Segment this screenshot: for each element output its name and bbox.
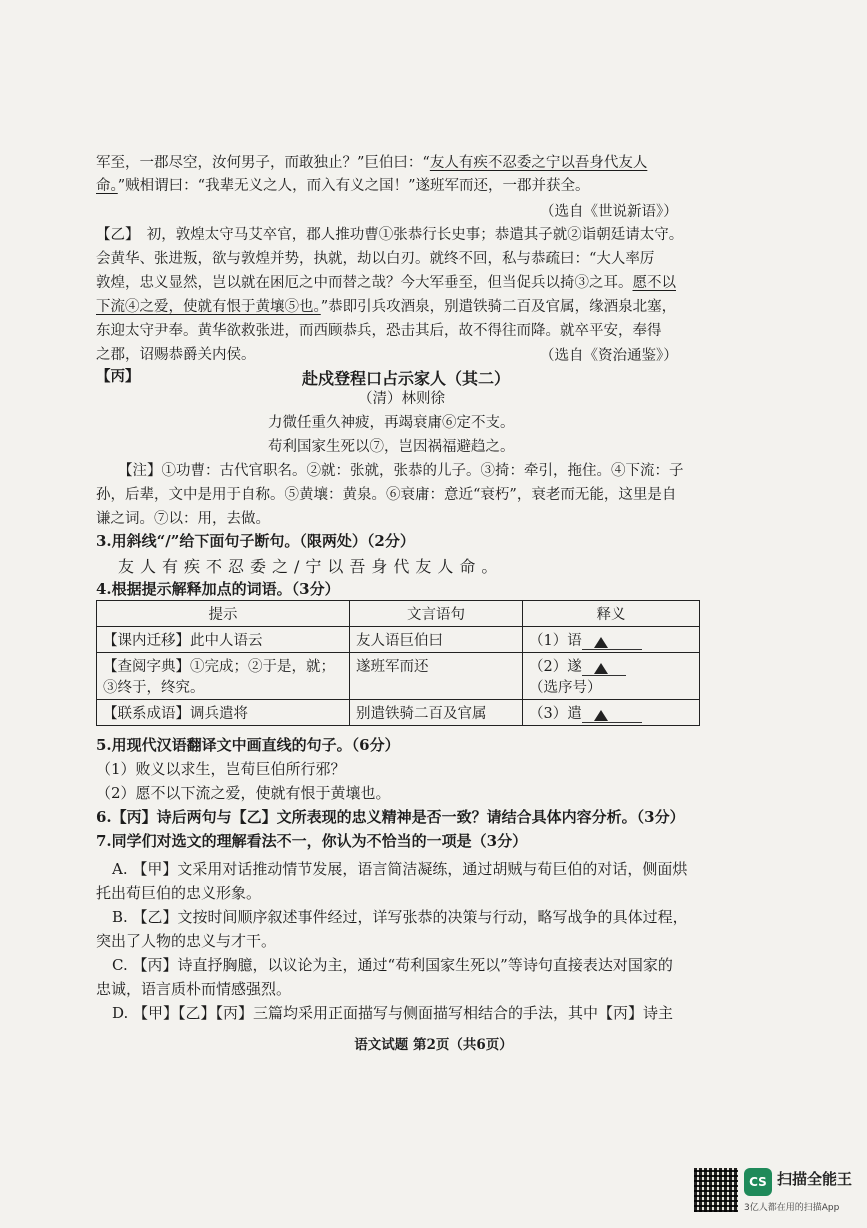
jia-line1-text: 军至，一郡尽空，汝何男子，而敢独止？”巨伯曰：“ — [96, 155, 430, 171]
question-5-item1: （1）败义以求生，岂荀巨伯所行邪？ — [96, 760, 346, 778]
poem-line2: 苟利国家生死以⑦，岂因祸福避趋之。 — [268, 439, 515, 455]
poem-title: 赴戍登程口占示家人（其二） — [302, 369, 511, 388]
question-3-sentence: 友人有疾不忍委之/宁以吾身代友人命。 — [118, 557, 504, 576]
yi-line5: 东迎太守尹奉。黄华欲救张进，而西顾恭兵，恐击其后，故不得往而降。就卒平安，奉得 — [96, 323, 662, 339]
page-footer: 语文试题 第2页（共6页） — [354, 1037, 513, 1053]
option-b-line2: 突出了人物的忠义与才干。 — [96, 932, 277, 950]
option-c-line2: 忠诚，语言质朴而情感强烈。 — [96, 980, 292, 998]
poem-line1: 力微任重久神疲，再竭衰庸⑥定不支。 — [268, 415, 515, 431]
yi-line3-text: 敦煌，忠义显然，岂以就在困厄之中而替之哉？今大军垂至，但当促兵以掎③之耳。 — [96, 275, 633, 291]
question-7: 7.同学们对选文的理解看法不一，你认为不恰当的一项是（3分） — [96, 832, 528, 850]
table-row — [97, 700, 700, 726]
triangle-icon — [594, 663, 608, 674]
yi-line3-underlined: 愿不以 — [632, 275, 676, 291]
yi-line4-text: ”恭即引兵攻酒泉，别遣铁骑二百及官属，缘酒泉北塞， — [320, 299, 677, 315]
jia-source: （选自《世说新语》） — [540, 204, 678, 220]
table-cell-meaning: （1）语 — [523, 627, 700, 653]
table-cell-sentence: 遂班军而还 — [350, 653, 523, 700]
option-c-line1: C. 【丙】诗直抒胸臆，以议论为主，通过“苟利国家生死以”等诗句直接表达对国家的 — [112, 956, 673, 974]
option-b-line1: B. 【乙】文按时间顺序叙述事件经过，详写张恭的决策与行动，略写战争的具体过程， — [112, 908, 688, 926]
option-d-line1: D. 【甲】【乙】【丙】三篇均采用正面描写与侧面描写相结合的手法，其中【丙】诗主 — [112, 1004, 674, 1022]
table-cell-hint: 【联系成语】调兵遣将 — [97, 700, 350, 726]
table-cell-hint: 【课内迁移】此中人语云 — [97, 627, 350, 653]
answer-blank[interactable] — [582, 708, 642, 723]
triangle-icon — [594, 710, 608, 721]
scanner-brand-sub: 3亿人都在用的扫描App — [744, 1203, 840, 1213]
question-3: 3.用斜线“/”给下面句子断句。（限两处）（2分） — [96, 532, 415, 550]
poem-author: （清）林则徐 — [358, 391, 445, 407]
jia-line1-underlined: 友人有疾不忍委之宁以吾身代友人 — [429, 155, 648, 171]
table-header-row — [97, 601, 700, 627]
table-cell-sentence: 别遣铁骑二百及官属 — [350, 700, 523, 726]
option-a-line1: A. 【甲】文采用对话推动情节发展，语言简洁凝练，通过胡贼与荀巨伯的对话，侧面烘 — [112, 860, 688, 878]
question-5-item2: （2）愿不以下流之爱，使就有恨于黄壤也。 — [96, 784, 391, 802]
question-6: 6.【丙】诗后两句与【乙】文所表现的忠义精神是否一致？请结合具体内容分析。（3分） — [96, 808, 685, 826]
table-row — [97, 627, 700, 653]
option-a-line2: 托出荀巨伯的忠义形象。 — [96, 884, 262, 902]
note-line3: 谦之词。⑦以：用，去做。 — [96, 511, 270, 527]
question-4: 4.根据提示解释加点的词语。（3分） — [96, 580, 340, 598]
question-4-table — [96, 600, 700, 726]
table-cell-meaning: （2）遂 （选序号） — [523, 653, 700, 700]
scanner-logo: CS — [744, 1168, 772, 1196]
yi-source: （选自《资治通鉴》） — [540, 348, 678, 364]
bing-label: 【丙】 — [96, 368, 140, 385]
table-cell-meaning: （3）遣 — [523, 700, 700, 726]
scanner-brand: 扫描全能王 — [777, 1170, 853, 1188]
question-5: 5.用现代汉语翻译文中画直线的句子。（6分） — [96, 736, 400, 754]
note-line1: 【注】①功曹：古代官职名。②就：张就，张恭的儿子。③掎：牵引，拖住。④下流：子 — [118, 463, 684, 479]
table-row — [97, 653, 700, 700]
yi-line2: 会黄华、张进叛，欲与敦煌并势，执就，劫以白刃。就终不回，私与恭疏曰：“大人率厉 — [96, 251, 655, 267]
table-header-meaning: 释义 — [523, 601, 700, 627]
yi-line4-underlined: 下流④之爱，使就有恨于黄壤⑤也。 — [96, 299, 321, 315]
qr-code-icon — [694, 1168, 738, 1212]
table-cell-hint: 【查阅字典】①完成；②于是，就；③终于，终究。 — [97, 653, 350, 700]
triangle-icon — [594, 637, 608, 648]
answer-blank[interactable] — [582, 635, 642, 650]
jia-line2-text: ”贼相谓曰：“我辈无义之人，而入有义之国！”遂班军而还，一郡并获全。 — [117, 178, 590, 194]
table-cell-sentence: 友人语巨伯曰 — [350, 627, 523, 653]
jia-line2-underlined: 命。 — [96, 178, 118, 194]
note-line2: 孙，后辈，文中是用于自称。⑤黄壤：黄泉。⑥衰庸：意近“衰朽”，衰老而无能，这里是自 — [96, 487, 677, 503]
table-header-sentence: 文言语句 — [350, 601, 523, 627]
yi-line1: 【乙】 初，敦煌太守马艾卒官，郡人推功曹①张恭行长史事；恭遣其子就②诣朝廷请太守。 — [96, 227, 684, 243]
answer-blank[interactable] — [582, 661, 626, 676]
yi-line6: 之郡，诏赐恭爵关内侯。 — [96, 347, 256, 363]
table-header-hint: 提示 — [97, 601, 350, 627]
